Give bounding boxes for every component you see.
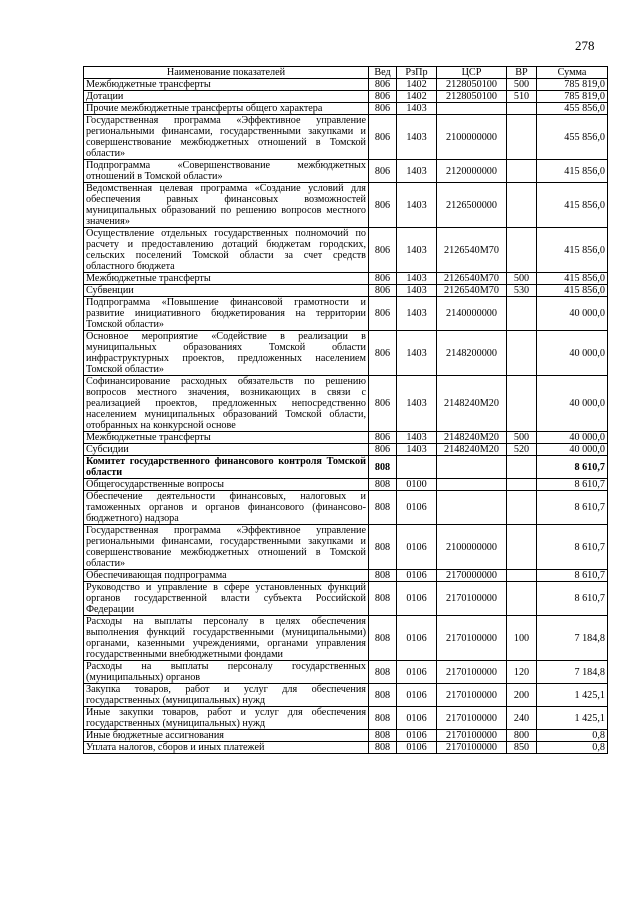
table-row [84, 297, 608, 331]
cell-vr: 530 [507, 285, 537, 297]
cell-rzpr: 1403 [397, 103, 437, 115]
cell-rzpr: 0106 [397, 730, 437, 742]
cell-csr: 2126540М70 [437, 273, 507, 285]
table-row [84, 661, 608, 684]
cell-ved: 806 [369, 376, 397, 432]
cell-name: Закупка товаров, работ и услуг для обеспечения государственных (муниципальных) нужд [84, 684, 369, 707]
table-row [84, 456, 608, 479]
header-sum: Сумма [537, 67, 608, 79]
cell-ved: 808 [369, 684, 397, 707]
cell-rzpr: 1403 [397, 444, 437, 456]
cell-vr: 100 [507, 616, 537, 661]
cell-csr: 2148240М20 [437, 376, 507, 432]
table-row [84, 684, 608, 707]
cell-vr [507, 103, 537, 115]
cell-csr: 2126500000 [437, 183, 507, 228]
cell-name: Государственная программа «Эффективное управление региональными финансами, государственными закупками и совершенствование межбюджетных отношений в Томской области» [84, 115, 369, 160]
cell-vr [507, 479, 537, 491]
table-row [84, 376, 608, 432]
cell-name: Руководство и управление в сфере установленных функций органов государственной власти субъекта Российской Федерации [84, 582, 369, 616]
cell-ved: 808 [369, 742, 397, 754]
cell-sum: 455 856,0 [537, 115, 608, 160]
cell-csr: 2148240М20 [437, 444, 507, 456]
cell-sum: 40 000,0 [537, 444, 608, 456]
cell-rzpr: 1403 [397, 331, 437, 376]
header-ved: Вед [369, 67, 397, 79]
table-row [84, 79, 608, 91]
cell-vr [507, 525, 537, 570]
cell-name: Подпрограмма «Совершенствование межбюджетных отношений в Томской области» [84, 160, 369, 183]
cell-sum: 8 610,7 [537, 456, 608, 479]
cell-name: Осуществление отдельных государственных полномочий по расчету и предоставлению дотаций бюджетам городских, сельских поселений Томской области за счет средств областного бюджета [84, 228, 369, 273]
cell-sum: 415 856,0 [537, 285, 608, 297]
table-row [84, 707, 608, 730]
cell-csr [437, 479, 507, 491]
table-row [84, 582, 608, 616]
cell-ved: 808 [369, 479, 397, 491]
cell-csr: 2140000000 [437, 297, 507, 331]
cell-sum: 40 000,0 [537, 432, 608, 444]
cell-csr: 2126540М70 [437, 228, 507, 273]
cell-ved: 806 [369, 91, 397, 103]
table-row [84, 331, 608, 376]
cell-ved: 806 [369, 228, 397, 273]
cell-ved: 806 [369, 331, 397, 376]
cell-vr [507, 570, 537, 582]
cell-sum: 415 856,0 [537, 228, 608, 273]
cell-vr [507, 582, 537, 616]
cell-rzpr: 0106 [397, 707, 437, 730]
table-header-row [84, 67, 608, 79]
cell-name: Государственная программа «Эффективное управление региональными финансами, государственными закупками и совершенствование межбюджетных отношений в Томской области» [84, 525, 369, 570]
cell-sum: 40 000,0 [537, 331, 608, 376]
cell-vr: 800 [507, 730, 537, 742]
cell-vr: 200 [507, 684, 537, 707]
cell-rzpr: 0106 [397, 525, 437, 570]
cell-vr [507, 456, 537, 479]
cell-vr [507, 331, 537, 376]
cell-rzpr: 1402 [397, 91, 437, 103]
cell-vr: 510 [507, 91, 537, 103]
cell-vr: 500 [507, 432, 537, 444]
header-vr: ВР [507, 67, 537, 79]
cell-name: Обеспечивающая подпрограмма [84, 570, 369, 582]
cell-vr [507, 160, 537, 183]
cell-name: Субсидии [84, 444, 369, 456]
cell-ved: 808 [369, 456, 397, 479]
cell-rzpr: 1403 [397, 297, 437, 331]
cell-rzpr: 0106 [397, 491, 437, 525]
cell-name: Общегосударственные вопросы [84, 479, 369, 491]
cell-csr: 2170100000 [437, 730, 507, 742]
cell-sum: 415 856,0 [537, 160, 608, 183]
budget-table [83, 66, 608, 754]
cell-sum: 7 184,8 [537, 661, 608, 684]
cell-rzpr: 1403 [397, 432, 437, 444]
cell-ved: 806 [369, 432, 397, 444]
table-row [84, 432, 608, 444]
cell-sum: 785 819,0 [537, 91, 608, 103]
cell-rzpr: 0106 [397, 570, 437, 582]
cell-rzpr: 1403 [397, 376, 437, 432]
cell-ved: 806 [369, 115, 397, 160]
cell-sum: 8 610,7 [537, 570, 608, 582]
cell-name: Ведомственная целевая программа «Создание условий для обеспечения равных финансовых возможностей муниципальных образований по решению вопросов местного значения» [84, 183, 369, 228]
cell-csr [437, 456, 507, 479]
header-name: Наименование показателей [84, 67, 369, 79]
table-row [84, 285, 608, 297]
cell-rzpr: 1403 [397, 273, 437, 285]
table-row [84, 183, 608, 228]
cell-name: Иные закупки товаров, работ и услуг для обеспечения государственных (муниципальных) нужд [84, 707, 369, 730]
cell-sum: 8 610,7 [537, 525, 608, 570]
cell-csr: 2170100000 [437, 582, 507, 616]
cell-ved: 808 [369, 661, 397, 684]
cell-csr: 2148200000 [437, 331, 507, 376]
table-row [84, 228, 608, 273]
cell-vr [507, 376, 537, 432]
cell-name: Межбюджетные трансферты [84, 273, 369, 285]
header-csr: ЦСР [437, 67, 507, 79]
cell-vr: 500 [507, 273, 537, 285]
cell-name: Основное мероприятие «Содействие в реализации в муниципальных образованиях Томской области инфраструктурных проектов, предложенных населением Томской области» [84, 331, 369, 376]
cell-rzpr [397, 456, 437, 479]
table-row [84, 616, 608, 661]
cell-ved: 806 [369, 160, 397, 183]
cell-ved: 808 [369, 525, 397, 570]
page-number: 278 [575, 38, 595, 53]
cell-csr: 2148240М20 [437, 432, 507, 444]
cell-rzpr: 0106 [397, 684, 437, 707]
cell-rzpr: 0106 [397, 582, 437, 616]
cell-csr: 2170100000 [437, 742, 507, 754]
cell-name: Субвенции [84, 285, 369, 297]
cell-ved: 806 [369, 444, 397, 456]
cell-name: Уплата налогов, сборов и иных платежей [84, 742, 369, 754]
cell-csr: 2170100000 [437, 707, 507, 730]
table-row [84, 160, 608, 183]
table-row [84, 273, 608, 285]
table-row [84, 525, 608, 570]
cell-vr: 120 [507, 661, 537, 684]
table-row [84, 742, 608, 754]
cell-name: Обеспечение деятельности финансовых, налоговых и таможенных органов и органов финансового (финансово-бюджетного) надзора [84, 491, 369, 525]
cell-ved: 806 [369, 297, 397, 331]
header-rzpr: РзПр [397, 67, 437, 79]
cell-vr: 850 [507, 742, 537, 754]
cell-ved: 806 [369, 183, 397, 228]
cell-ved: 806 [369, 285, 397, 297]
cell-csr: 2170100000 [437, 661, 507, 684]
cell-sum: 0,8 [537, 742, 608, 754]
cell-name: Расходы на выплаты персоналу в целях обеспечения выполнения функций государственными (муниципальными) органами, казенными учреждениями, органами управления государственными внебюджетными фондами [84, 616, 369, 661]
cell-rzpr: 0106 [397, 661, 437, 684]
cell-name: Иные бюджетные ассигнования [84, 730, 369, 742]
cell-rzpr: 1403 [397, 160, 437, 183]
table-row [84, 115, 608, 160]
cell-rzpr: 1403 [397, 228, 437, 273]
cell-name: Дотации [84, 91, 369, 103]
cell-ved: 808 [369, 491, 397, 525]
cell-rzpr: 1402 [397, 79, 437, 91]
cell-ved: 808 [369, 707, 397, 730]
table-row [84, 91, 608, 103]
cell-vr [507, 491, 537, 525]
cell-csr: 2170100000 [437, 616, 507, 661]
cell-name: Комитет государственного финансового контроля Томской области [84, 456, 369, 479]
cell-name: Прочие межбюджетные трансферты общего характера [84, 103, 369, 115]
table-row [84, 491, 608, 525]
cell-ved: 808 [369, 616, 397, 661]
cell-sum: 8 610,7 [537, 491, 608, 525]
cell-sum: 1 425,1 [537, 707, 608, 730]
cell-ved: 806 [369, 79, 397, 91]
cell-csr: 2128050100 [437, 91, 507, 103]
cell-rzpr: 0106 [397, 742, 437, 754]
cell-csr [437, 103, 507, 115]
cell-vr: 520 [507, 444, 537, 456]
cell-name: Межбюджетные трансферты [84, 79, 369, 91]
cell-csr: 2170000000 [437, 570, 507, 582]
cell-sum: 785 819,0 [537, 79, 608, 91]
cell-name: Софинансирование расходных обязательств по решению вопросов местного значения, возникающих в связи с реализацией проектов, предложенных непосредственно населением муниципальных образований Томской области, отобранных на конкурсной основе [84, 376, 369, 432]
cell-sum: 40 000,0 [537, 297, 608, 331]
cell-ved: 808 [369, 582, 397, 616]
cell-vr [507, 115, 537, 160]
cell-sum: 455 856,0 [537, 103, 608, 115]
table-row [84, 570, 608, 582]
cell-name: Подпрограмма «Повышение финансовой грамотности и развитие инициативного бюджетирования на территории Томской области» [84, 297, 369, 331]
cell-sum: 8 610,7 [537, 582, 608, 616]
cell-ved: 806 [369, 273, 397, 285]
cell-sum: 415 856,0 [537, 183, 608, 228]
cell-sum: 8 610,7 [537, 479, 608, 491]
table-row [84, 730, 608, 742]
cell-vr: 500 [507, 79, 537, 91]
cell-name: Межбюджетные трансферты [84, 432, 369, 444]
cell-csr: 2100000000 [437, 115, 507, 160]
cell-rzpr: 0100 [397, 479, 437, 491]
table-row [84, 479, 608, 491]
cell-sum: 0,8 [537, 730, 608, 742]
cell-rzpr: 1403 [397, 285, 437, 297]
cell-ved: 808 [369, 730, 397, 742]
cell-rzpr: 1403 [397, 183, 437, 228]
cell-vr [507, 297, 537, 331]
cell-rzpr: 1403 [397, 115, 437, 160]
cell-csr: 2128050100 [437, 79, 507, 91]
cell-ved: 808 [369, 570, 397, 582]
cell-vr: 240 [507, 707, 537, 730]
cell-csr: 2120000000 [437, 160, 507, 183]
cell-sum: 40 000,0 [537, 376, 608, 432]
cell-csr: 2170100000 [437, 684, 507, 707]
cell-sum: 415 856,0 [537, 273, 608, 285]
cell-vr [507, 183, 537, 228]
cell-name: Расходы на выплаты персоналу государственных (муниципальных) органов [84, 661, 369, 684]
cell-sum: 7 184,8 [537, 616, 608, 661]
cell-csr [437, 491, 507, 525]
table-row [84, 444, 608, 456]
cell-ved: 806 [369, 103, 397, 115]
cell-sum: 1 425,1 [537, 684, 608, 707]
cell-vr [507, 228, 537, 273]
cell-csr: 2126540М70 [437, 285, 507, 297]
table-row [84, 103, 608, 115]
cell-csr: 2100000000 [437, 525, 507, 570]
cell-rzpr: 0106 [397, 616, 437, 661]
